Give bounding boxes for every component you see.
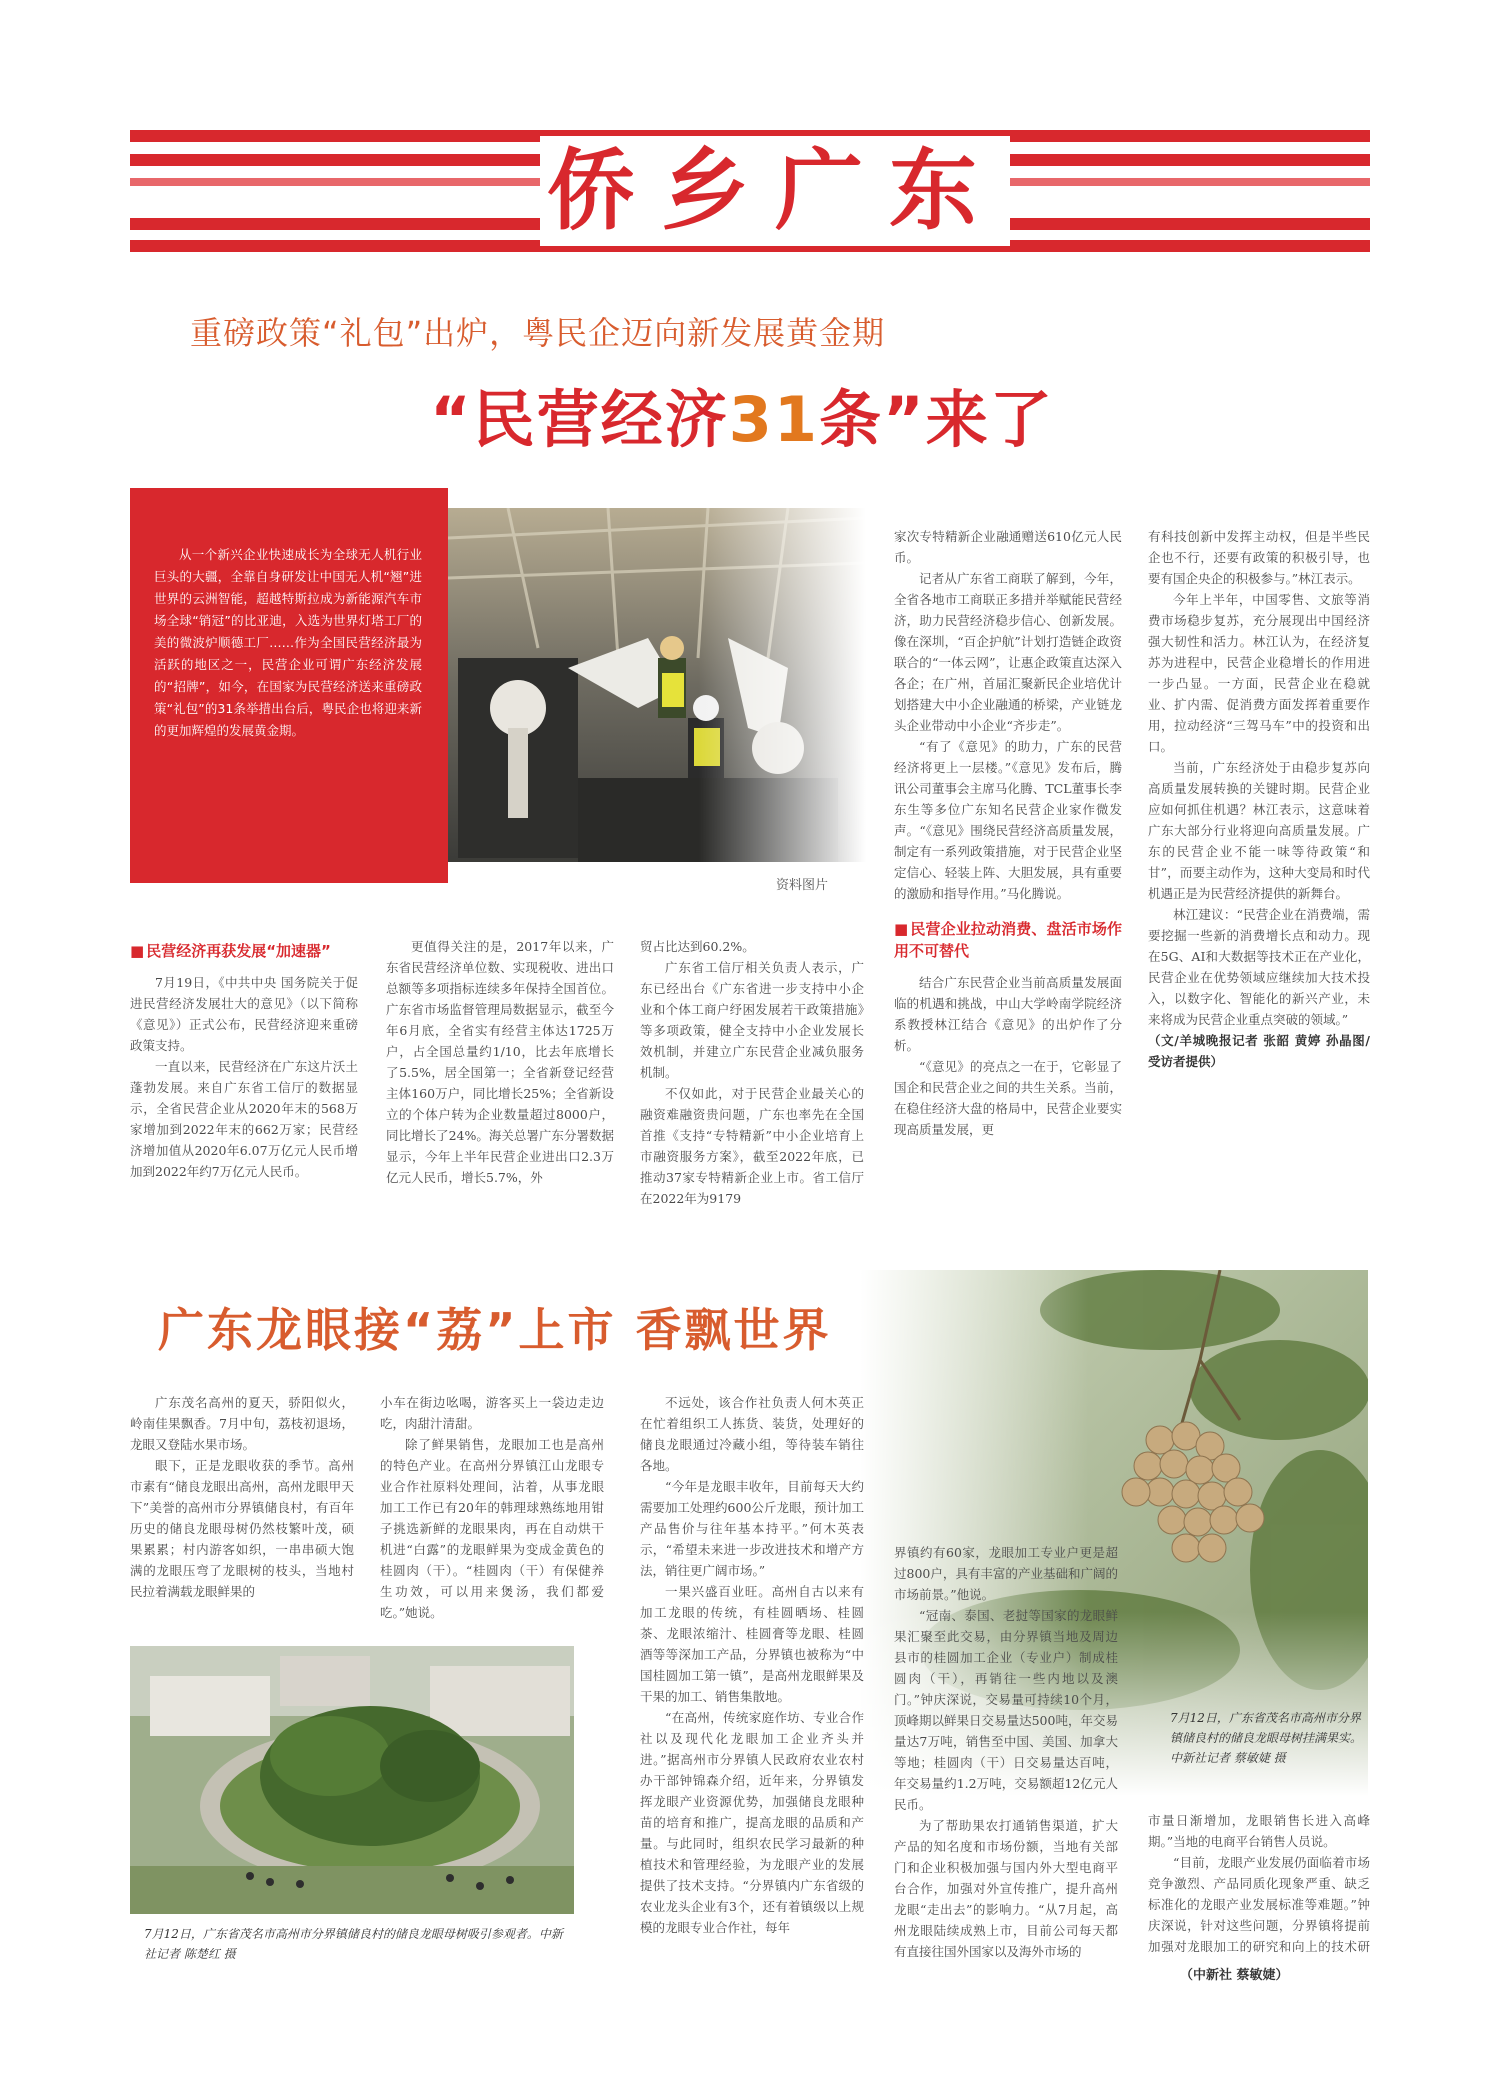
paragraph: 为了帮助果农打通销售渠道，扩大产品的知名度和市场份额，当地有关部门和企业积极加强与国内外大型电商平台合作，加强对外宣传推广，提升高州龙眼“走出去”的影响力。“从7月起，高州龙眼陆续成熟上市，目前公司每天都有直接往国外国家以及海外市场的 bbox=[894, 1818, 1118, 1959]
masthead bbox=[130, 130, 1370, 256]
paragraph: 更值得关注的是，2017年以来，广东省民营经济单位数、实现税收、进出口总额等多项指标连续多年保持全国首位。广东省市场监督管理局数据显示，截至今年6月底，全省实有经营主体达1725万户，占全国总量约1/10，比去年底增长了5.5%，居全国第一；全省新登记经营主体160万户，同比增长25%；全省新设立的个体户转为企业数量超过8000户，同比增长了24%。海关总署广东分署数据显示，今年上半年民营企业进出口2.3万亿元人民币，增长5.7%，外 bbox=[386, 939, 614, 1185]
article2-headline: 广东龙眼接“荔”上市 香飘世界 bbox=[158, 1303, 832, 1357]
article1-column-1 bbox=[130, 936, 358, 1236]
article1-column-5 bbox=[1148, 526, 1370, 1236]
paragraph: 广东省工信厅相关负责人表示，广东已经出台《广东省进一步支持中小企业和个体工商户纾困发展若干政策措施》等多项政策，健全支持中小企业发展长效机制，并建立广东民营企业减负服务机制。 bbox=[640, 960, 864, 1080]
article1-credit: （文/羊城晚报记者 张韶 黄婷 孙晶图/受访者提供） bbox=[1148, 1033, 1370, 1069]
longan-village-photo bbox=[130, 1646, 574, 1914]
headline-part-2: 条”来了 bbox=[819, 383, 1054, 456]
paragraph: 贸占比达到60.2%。 bbox=[640, 939, 755, 954]
article1-subhead-1: ■ 民营经济再获发展“加速器” bbox=[130, 940, 358, 962]
headline-part-1: “民营经济 bbox=[430, 383, 729, 456]
paragraph: 记者从广东省工商联了解到，今年，全省各地市工商联正多措并举赋能民营经济，助力民营经济稳步信心、创新发展。像在深圳，“百企护航”计划打造链企政资联合的“一体云网”，让惠企政策直达深入各企；在广州，首届汇聚新民企业培优计划搭建大中小企业融通的桥梁，产业链龙头企业带动中小企业“齐步走”。 bbox=[894, 571, 1122, 733]
paragraph: 不仅如此，对于民营企业最关心的融资难融资贵问题，广东也率先在全国首推《支持“专特精新”中小企业培育上市融资服务方案》，截至2022年底，已推动37家专特精新企业上市。省工信厅在2022年为9179 bbox=[640, 1086, 864, 1206]
article2-column-3 bbox=[640, 1392, 864, 1982]
paragraph: 市量日渐增加，龙眼销售长进入高峰期。”当地的电商平台销售人员说。 bbox=[1148, 1813, 1370, 1849]
factory-robot-photo bbox=[448, 508, 866, 862]
paragraph: 一直以来，民营经济在广东这片沃土蓬勃发展。来自广东省工信厅的数据显示，全省民营企业从2020年末的568万家增加到2022年末的662万家；民营经济增加值从2020年6.07万亿元人民币增加到2022年约7万亿元人民币。 bbox=[130, 1059, 358, 1179]
article2-credit: （中新社 蔡敏婕） bbox=[1180, 1968, 1289, 1983]
paragraph: 有科技创新中发挥主动权，但是半些民企也不行，还要有政策的积极引导，也要有国企央企的积极参与。”林江表示。 bbox=[1148, 529, 1370, 586]
article1-subhead-2: ■ 民营企业拉动消费、盘活市场作用不可替代 bbox=[894, 918, 1122, 962]
paragraph: “有了《意见》的助力，广东的民营经济将更上一层楼。”《意见》发布后，腾讯公司董事会主席马化腾、TCL董事长李东生等多位广东知名民营企业家作微发声。“《意见》围绕民营经济高质量发展，制定有一系列政策措施，对于民营企业坚定信心、轻装上阵、大胆发展，具有重要的激励和指导作用。”马化腾说。 bbox=[894, 739, 1122, 901]
paragraph: 今年上半年，中国零售、文旅等消费市场稳步复苏，充分展现出中国经济强大韧性和活力。林江认为，在经济复苏为进程中，民营企业稳增长的作用进一步凸显。一方面，民营企业在稳就业、扩内需、促消费方面发挥着重要作用，拉动经济“三驾马车”中的投资和出口。 bbox=[1148, 592, 1370, 754]
paragraph: “冠南、泰国、老挝等国家的龙眼鲜果汇聚至此交易，由分界镇当地及周边县市的桂圆加工企业（专业户）制成桂圆肉（干），再销往一些内地以及澳门。”钟庆深说，交易量可持续10个月，顶峰期以鲜果日交易量达500吨，年交易量达7万吨，销售至中国、美国、加拿大等地；桂圆肉（干）日交易量达百吨，年交易量约1.2万吨，交易额超12亿元人民币。 bbox=[894, 1608, 1118, 1812]
paragraph: “今年是龙眼丰收年，目前每天大约需要加工处理约600公斤龙眼，预计加工产品售价与往年基本持平。”何木英表示，“希望未来进一步改进技术和增产方法，销往更广阔市场。” bbox=[640, 1479, 864, 1578]
paragraph: 界镇约有60家，龙眼加工专业户更是超过800户，具有丰富的产业基础和广阔的市场前景。”他说。 bbox=[894, 1545, 1118, 1602]
paragraph: 眼下，正是龙眼收获的季节。高州市素有“储良龙眼出高州，高州龙眼甲天下”美誉的高州市分界镇储良村，有百年历史的储良龙眼母树仍然枝繁叶茂，硕果累累；村内游客如织，一串串硕大饱满的龙眼压弯了龙眼树的枝头，当地村民拉着满载龙眼鲜果的 bbox=[130, 1458, 354, 1599]
paragraph: 林江建议：“民营企业在消费端，需要挖掘一些新的消费增长点和动力。现在5G、AI和大数据等技术正在产业化，民营企业在优势领域应继续加大技术投入，以数字化、智能化的新兴产业，未来将成为民营企业重点突破的领域。” bbox=[1148, 907, 1370, 1027]
article1-column-3 bbox=[640, 936, 864, 1236]
paragraph: 广东茂名高州的夏天，骄阳似火，岭南佳果飘香。7月中旬，荔枝初退场，龙眼又登陆水果市场。 bbox=[130, 1395, 354, 1452]
paragraph: 结合广东民营企业当前高质量发展面临的机遇和挑战，中山大学岭南学院经济系教授林江结合《意见》的出炉作了分析。 bbox=[894, 975, 1122, 1053]
paragraph: 家次专特精新企业融通赠送610亿元人民币。 bbox=[894, 529, 1122, 565]
paragraph: “目前，龙眼产业发展仍面临着市场竞争激烈、产品同质化现象严重、缺乏标准化的龙眼产业发展标准等难题。”钟庆深说，针对这些问题，分界镇将提前加强对龙眼加工的研究和向上的技术研 bbox=[1148, 1855, 1370, 1954]
paragraph: 一果兴盛百业旺。高州自古以来有加工龙眼的传统，有桂圆晒场、桂圆茶、龙眼浓缩汁、桂圆膏等龙眼、桂圆酒等等深加工产品，分界镇也被称为“中国桂圆加工第一镇”，是高州龙眼鲜果及干果的加工、销售集散地。 bbox=[640, 1584, 864, 1704]
paragraph: 小车在街边吆喝，游客买上一袋边走边吃，肉甜汁清甜。 bbox=[380, 1395, 604, 1431]
article2-column-5 bbox=[1148, 1810, 1370, 1960]
article1-column-2 bbox=[386, 936, 614, 1236]
article2-column-2 bbox=[380, 1392, 604, 1642]
intro-text: 从一个新兴企业快速成长为全球无人机行业巨头的大疆，全靠自身研发让中国无人机“翘”进世界的云洲智能，超越特斯拉成为新能源汽车市场全球“销冠”的比亚迪，入选为世界灯塔工厂的美的微波炉顺德工厂……作为全国民营经济最为活跃的地区之一，民营企业可谓广东经济发展的“招牌”，如今，在国家为民营经济送来重磅政策“礼包”的31条举措出台后，粤民企也将迎来新的更加辉煌的发展黄金期。 bbox=[154, 547, 422, 738]
masthead-title: 侨乡广东 bbox=[540, 136, 1010, 246]
article2-column-1 bbox=[130, 1392, 354, 1642]
paragraph: 除了鲜果销售，龙眼加工也是高州的特色产业。在高州分界镇江山龙眼专业合作社原料处理间，沾着，从事龙眼加工工作已有20年的韩理球熟练地用钳子挑选新鲜的龙眼果肉，再在自动烘干机进“白露”的龙眼鲜果为变成金黄色的桂圆肉（干）。“桂圆肉（干）有保健养生功效，可以用来煲汤，我们都爱吃。”她说。 bbox=[380, 1437, 604, 1620]
paragraph: 不远处，该合作社负责人何木英正在忙着组织工人拣货、装货，处理好的储良龙眼通过冷藏小组，等待装车销往各地。 bbox=[640, 1395, 864, 1473]
article1-headline bbox=[430, 370, 1054, 459]
intro-box bbox=[130, 488, 448, 883]
article1-column-4 bbox=[894, 526, 1122, 1236]
photo-credit: 资料图片 bbox=[776, 878, 829, 893]
article2-column-4 bbox=[894, 1542, 1118, 1982]
paragraph: “《意见》的亮点之一在于，它彰显了国企和民营企业之间的共生关系。当前，在稳住经济大盘的格局中，民营企业要实现高质量发展，更 bbox=[894, 1059, 1122, 1137]
paragraph: 当前，广东经济处于由稳步复苏向高质量发展转换的关键时期。民营企业应如何抓住机遇？林江表示，这意味着广东大部分行业将迎向高质量发展。广东的民营企业不能一味等待政策“和甘”，而要主动作为，这种大变局和时代机遇正是为民营经济提供的新舞台。 bbox=[1148, 760, 1370, 901]
photo-caption: 7月12日，广东省茂名市高州市分界镇储良村的储良龙眼母树吸引参观者。中新社记者 陈楚红 摄 bbox=[144, 1927, 563, 1961]
photo-caption: 7月12日，广东省茂名市高州市分界镇储良村的储良龙眼母树挂满果实。中新社记者 蔡敏婕 摄 bbox=[1170, 1711, 1363, 1765]
article1-kicker: 重磅政策“礼包”出炉，粤民企迈向新发展黄金期 bbox=[190, 314, 886, 352]
paragraph: 7月19日，《中共中央 国务院关于促进民营经济发展壮大的意见》（以下简称《意见》）正式公布，民营经济迎来重磅政策支持。 bbox=[130, 975, 358, 1053]
paragraph: “在高州，传统家庭作坊、专业合作社以及现代化龙眼加工企业齐头并进。”据高州市分界镇人民政府农业农村办干部钟锦森介绍，近年来，分界镇发挥龙眼产业资源优势，加强储良龙眼种苗的培育和推广，提高龙眼的品质和产量。与此同时，组织农民学习最新的种植技术和管理经验，为龙眼产业的发展提供了技术支持。“分界镇内广东省级的农业龙头企业有3个，还有着镇级以上规模的龙眼专业合作社，每年 bbox=[640, 1710, 864, 1935]
headline-number: 31 bbox=[728, 383, 820, 456]
